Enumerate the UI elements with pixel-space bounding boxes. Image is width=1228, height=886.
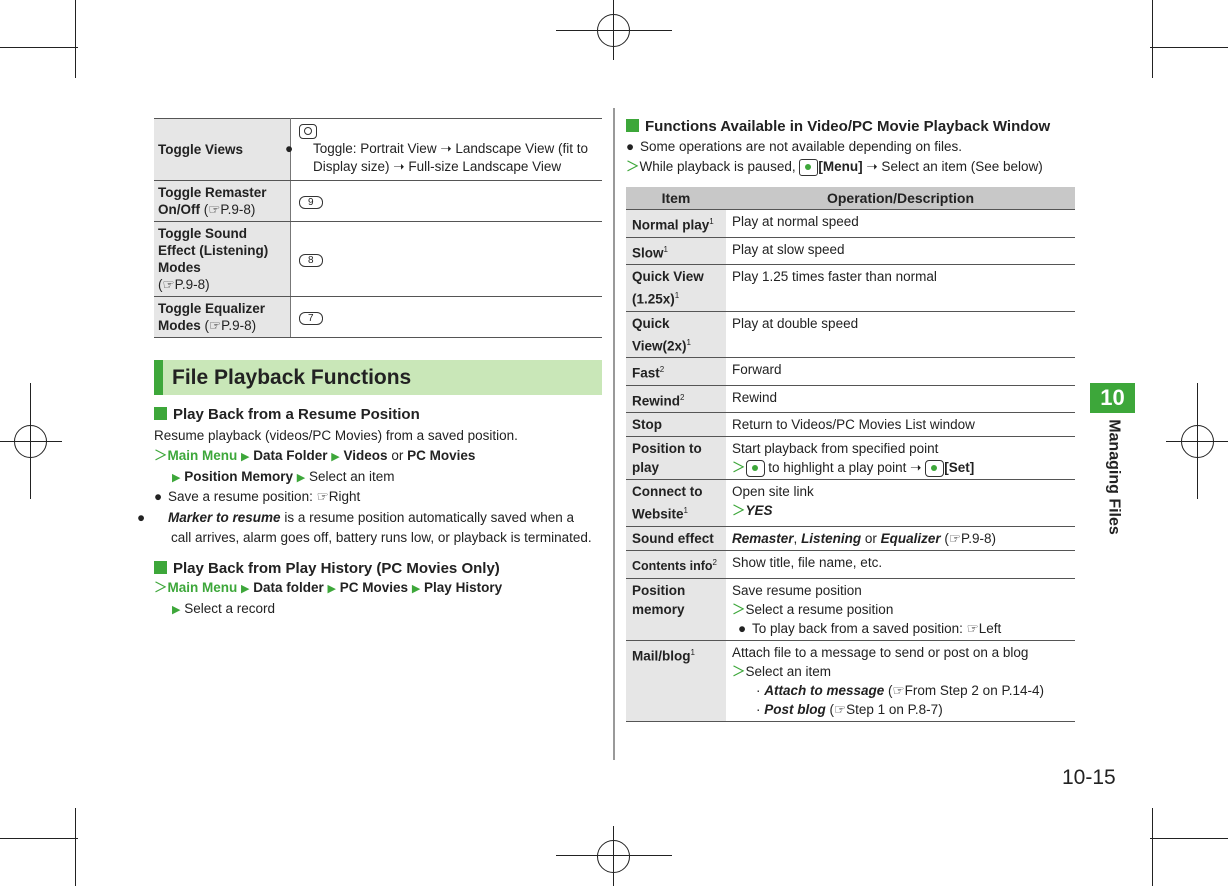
table-row: [154, 119, 602, 181]
section-header: [154, 360, 602, 395]
table-row: Normal play$^1$ Play at normal speed: [626, 210, 1075, 238]
registration-circle: [14, 425, 47, 458]
function-name: Toggle Views: [154, 119, 291, 181]
step-arrow-icon: ＞: [154, 448, 168, 463]
camera-key-icon: [299, 124, 317, 139]
functions-heading: Functions Available in Video/PC Movie Playback Window: [626, 118, 1050, 135]
triangle-icon: ▶: [296, 472, 306, 484]
table-header-row: [626, 187, 1075, 210]
header-item: Item: [626, 187, 726, 210]
step-arrow-icon: ＞: [732, 601, 746, 617]
page-number: 10-15: [1062, 766, 1116, 789]
table-row: Connect to Website$^1$ Open site link ＞YES: [626, 480, 1075, 527]
resume-description: Resume playback (videos/PC Movies) from a saved position.: [154, 428, 518, 443]
registration-circle: [597, 840, 630, 873]
resume-heading: Play Back from a Resume Position: [154, 406, 420, 423]
bullet-icon: ●: [154, 489, 163, 504]
function-name: Toggle Remaster On/Off (☞P.9-8): [154, 181, 291, 222]
section-header-bar: [154, 360, 163, 395]
square-bullet-icon: [154, 407, 167, 420]
key-7-icon: 7: [299, 312, 323, 325]
resume-bullet-1: ● Save a resume position: ☞Right: [154, 487, 360, 507]
crop-mark: [1152, 0, 1153, 78]
triangle-icon: ▶: [327, 583, 336, 595]
nav-key-icon: [746, 460, 765, 477]
crop-mark: [75, 0, 76, 78]
registration-circle: [597, 14, 630, 47]
table-row: [154, 297, 602, 338]
resume-bullet-2: ● Marker to resume is a resume position automatically saved when a call arrives, alarm goes off, battery runs low, or playback is terminated.: [137, 510, 592, 545]
table-row: [154, 181, 602, 222]
square-bullet-icon: [154, 561, 167, 574]
chapter-tab-label: Managing Files: [1105, 419, 1123, 535]
table-row: Rewind$^2$ Rewind: [626, 385, 1075, 413]
step-arrow-icon: ＞: [154, 580, 168, 595]
crop-mark: [0, 47, 78, 48]
function-name: Toggle Equalizer Modes (☞P.9-8): [154, 297, 291, 338]
center-key-icon: [925, 460, 944, 477]
table-row: Position memory Save resume position ＞Select a resume position ● To play back from a saved position: ☞Left: [626, 578, 1075, 640]
triangle-icon: ▶: [172, 472, 181, 484]
header-operation: Operation/Description: [726, 187, 1075, 210]
path-main-menu: Main Menu: [167, 448, 238, 463]
bullet-icon: ●: [738, 620, 747, 636]
column-divider: [613, 108, 615, 760]
bullet-icon: ●: [137, 510, 146, 525]
key-8-icon: 8: [299, 254, 323, 267]
function-description: [291, 297, 603, 338]
function-name: Toggle Sound Effect (Listening) Modes (☞P.9-8): [154, 222, 291, 297]
bullet-icon: ●: [285, 141, 294, 156]
section-title: File Playback Functions: [172, 366, 412, 389]
playback-functions-table: [626, 187, 1075, 722]
step-arrow-icon: ＞: [732, 503, 746, 518]
table-row: Fast$^2$ Forward: [626, 358, 1075, 386]
functions-note: ● Some operations are not available depending on files.: [626, 137, 962, 157]
table-row: Slow$^1$ Play at slow speed: [626, 237, 1075, 265]
function-description: ● Toggle: Portrait View ➝ Landscape View (fit to Display size) ➝ Full-size Landscape View: [291, 119, 603, 181]
history-path: ＞Main Menu ▶ Data folder ▶ PC Movies ▶ Play History ▶ Select a record: [154, 580, 503, 616]
function-description: [291, 222, 603, 297]
crop-mark: [1150, 838, 1228, 839]
key-function-table: [154, 118, 602, 338]
crop-mark: [75, 808, 76, 886]
step-arrow-icon: ＞: [732, 663, 746, 679]
crop-mark: [1152, 808, 1153, 886]
chapter-tab-number: 10: [1090, 383, 1135, 413]
crop-mark: [1150, 47, 1228, 48]
table-row: Mail/blog$^1$ Attach file to a message to send or post on a blog ＞Select an item · Attach to message (☞From Step 2 on P.14-4) · Post blog (☞Step 1 on P.8-7): [626, 640, 1075, 721]
function-description: [291, 181, 603, 222]
square-bullet-icon: [626, 119, 639, 132]
table-row: Sound effect Remaster, Listening or Equalizer (☞P.9-8): [626, 526, 1075, 550]
step-arrow-icon: ＞: [732, 460, 746, 475]
functions-step: ＞While playback is paused, [Menu] ➝ Select an item (See below): [626, 159, 1043, 174]
table-row: Contents info$^2$ Show title, file name, etc.: [626, 550, 1075, 578]
table-row: [154, 222, 602, 297]
menu-key-icon: [799, 159, 818, 176]
triangle-icon: ▶: [411, 583, 421, 595]
history-heading: Play Back from Play History (PC Movies Only): [154, 560, 500, 577]
crop-mark: [0, 838, 78, 839]
table-row: Quick View $(1.25x)^1$ Play 1.25 times faster than normal: [626, 265, 1075, 312]
registration-circle: [1181, 425, 1214, 458]
table-row: Quick $View(2x)^1$ Play at double speed: [626, 311, 1075, 358]
triangle-icon: ▶: [241, 583, 250, 595]
table-row: Stop Return to Videos/PC Movies List window: [626, 413, 1075, 437]
triangle-icon: ▶: [241, 451, 250, 463]
triangle-icon: ▶: [172, 604, 181, 616]
triangle-icon: ▶: [331, 451, 340, 463]
key-9-icon: 9: [299, 196, 323, 209]
bullet-icon: ●: [626, 139, 635, 154]
table-row: Position to play Start playback from specified point ＞ to highlight a play point ➝ [Set]: [626, 437, 1075, 480]
step-arrow-icon: ＞: [626, 159, 640, 174]
resume-path: ＞Main Menu ▶ Data Folder ▶ Videos or PC Movies ▶ Position Memory ▶ Select an item: [154, 448, 476, 484]
